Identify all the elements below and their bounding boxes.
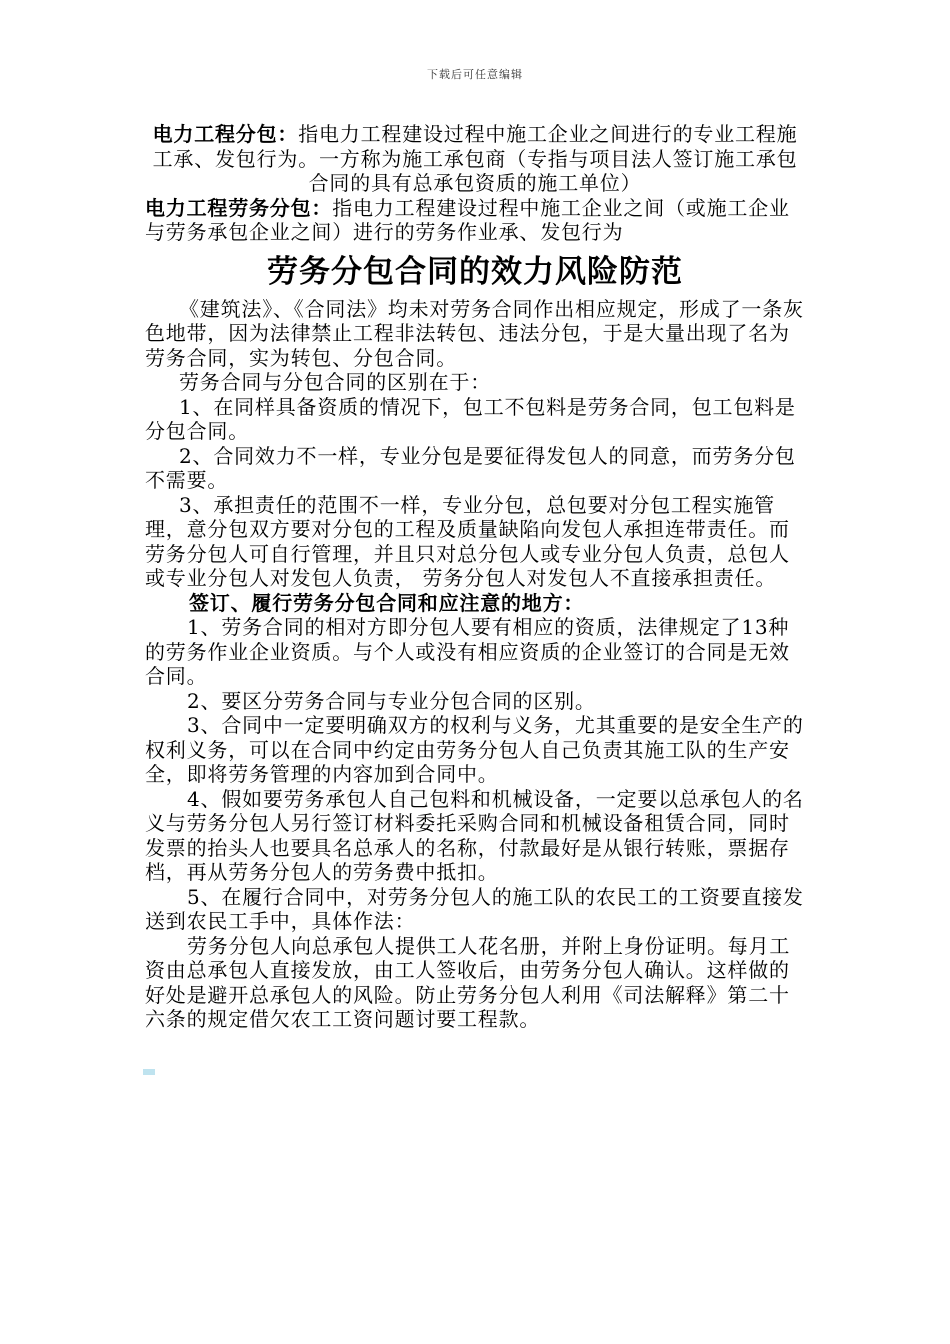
notes-item: 1、劳务合同的相对方即分包人要有相应的资质，法律规定了13种的劳务作业企业资质。与个人或没有相应资质的企业签订的合同是无效合同。 xyxy=(145,615,790,688)
paragraph-end-marker xyxy=(143,1069,155,1075)
definition-labor-subcontract xyxy=(145,196,805,245)
difference-item: 2、合同效力不一样，专业分包是要征得发包人的同意，而劳务分包不需要。 xyxy=(145,443,796,492)
header-note: 下载后可任意编辑 xyxy=(427,68,523,81)
definition-subcontract xyxy=(145,122,805,196)
definition-text: 指电力工程建设过程中施工企业之间进行的专业工程施工承、发包行为。一方称为施工承包商（专指与项目法人签订施工承包合同的具有总承包资质的施工单位） xyxy=(152,122,798,195)
notes-item: 2、要区分劳务合同与专业分包合同的区别。 xyxy=(187,688,596,713)
document-title: 劳务分包合同的效力风险防范 xyxy=(267,253,683,290)
difference-heading: 劳务合同与分包合同的区别在于： xyxy=(179,370,491,394)
notes-item: 5、在履行合同中，对劳务分包人的施工队的农民工的工资要直接发送到农民工手中，具体作法： xyxy=(145,884,804,933)
notes-item: 3、合同中一定要明确双方的权利与义务，尤其重要的是安全生产的权利义务，可以在合同中约定由劳务分包人自己负责其施工队的生产安全，即将劳务管理的内容加到合同中。 xyxy=(145,713,804,786)
intro-paragraph: 《建筑法》、《合同法》均未对劳务合同作出相应规定，形成了一条灰色地带，因为法律禁止工程非法转包、违法分包，于是大量出现了名为劳务合同，实为转包、分包合同。 xyxy=(145,296,804,370)
notes-item: 4、假如要劳务承包人自己包料和机械设备，一定要以总承包人的名义与劳务分包人另行签订材料委托采购合同和机械设备租赁合同，同时发票的抬头人也要具名总承人的名称，付款最好是从银行转账，票据存档，再从劳务分包人的劳务费中抵扣。 xyxy=(145,786,804,884)
difference-item: 3、承担责任的范围不一样，专业分包，总包要对分包工程实施管理，意分包双方要对分包的工程及质量缺陷向发包人承担连带责任。而劳务分包人可自行管理，并且只对总分包人或专业分包人负责，总包人或专业分包人对发包人负责， 劳务分包人对发包人不直接承担责任。 xyxy=(145,492,790,590)
definition-text: 指电力工程建设过程中施工企业之间（或施工企业与劳务承包企业之间）进行的劳务作业承、发包行为 xyxy=(145,195,790,244)
notes-heading: 签订、履行劳务分包合同和应注意的地方： xyxy=(189,590,585,615)
definition-term: 电力工程分包： xyxy=(152,122,299,146)
document-body xyxy=(145,122,805,1032)
notes-item: 劳务分包人向总承包人提供工人花名册，并附上身份证明。每月工资由总承包人直接发放，由工人签收后，由劳务分包人确认。这样做的好处是避开总承包人的风险。防止劳务分包人利用《司法解释》第二十六条的规定借欠农工工资问题讨要工程款。 xyxy=(145,933,791,1031)
difference-item: 1、在同样具备资质的情况下，包工不包料是劳务合同，包工包料是分包合同。 xyxy=(145,394,796,443)
definition-term: 电力工程劳务分包： xyxy=(145,195,333,220)
